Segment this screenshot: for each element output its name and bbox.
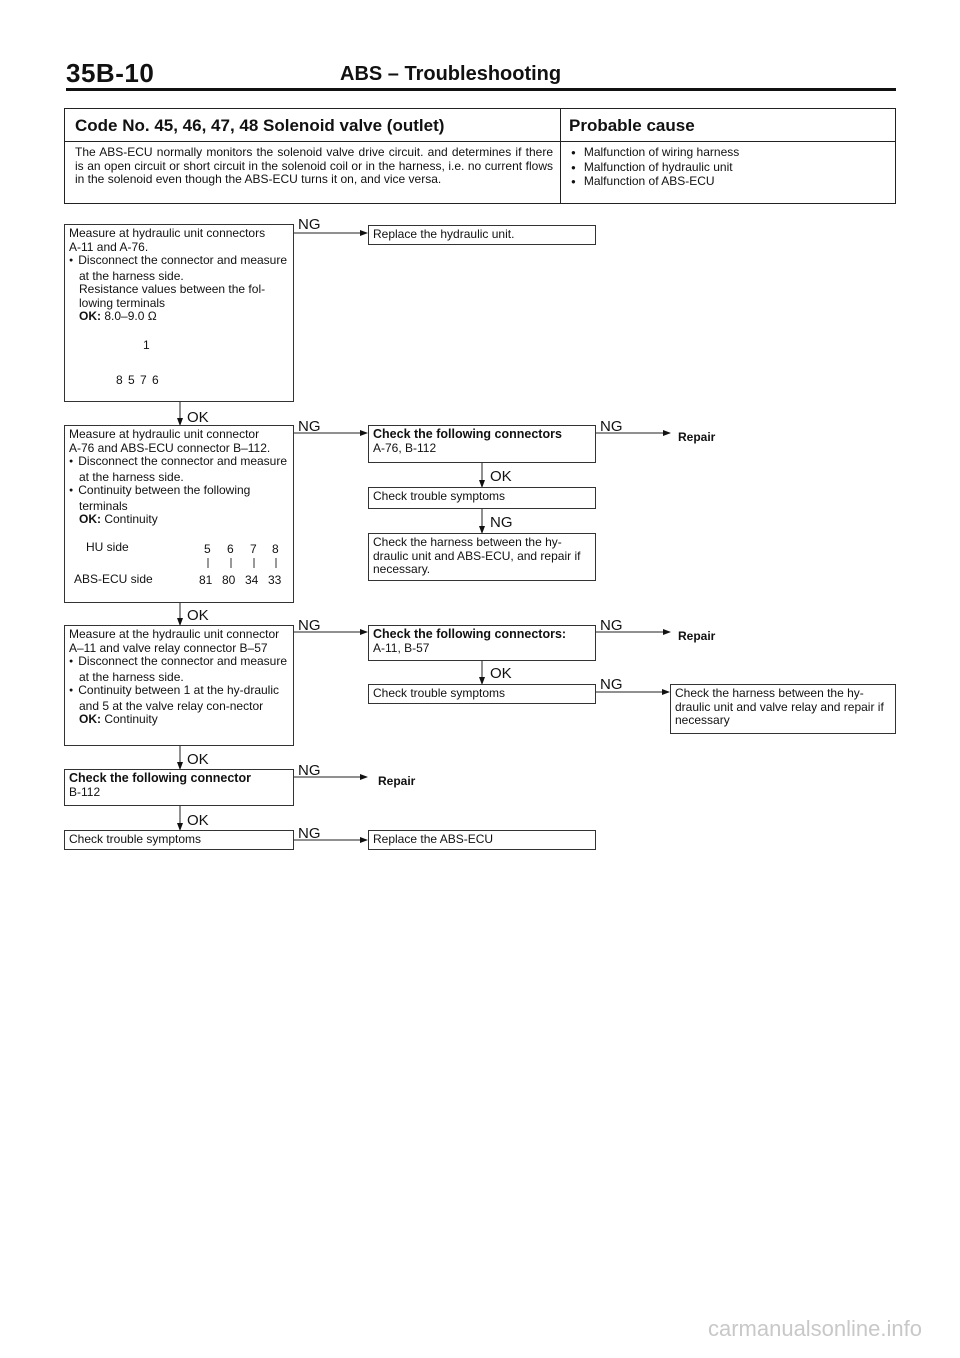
cause-item: ● Malfunction of ABS-ECU bbox=[571, 175, 739, 190]
ng-label: NG bbox=[490, 514, 513, 531]
step3-bullet1: ● Disconnect the connector and measure at the harness side. bbox=[69, 655, 289, 684]
ok-label: OK bbox=[187, 607, 209, 624]
check-connectors-a-title: Check the following connectors bbox=[373, 427, 562, 441]
step5-title: Check trouble symptoms bbox=[69, 832, 202, 846]
ng-label: NG bbox=[298, 762, 321, 779]
step5-check-symptoms-box bbox=[64, 830, 294, 850]
step2-hu-term: 8 bbox=[272, 542, 279, 556]
check-symptoms-a-box bbox=[368, 487, 596, 509]
replace-hydraulic-unit-box bbox=[368, 225, 596, 245]
watermark: carmanualsonline.info bbox=[707, 1316, 922, 1341]
check-connectors-a-sub: A-76, B-112 bbox=[373, 440, 437, 455]
repair-label: Repair bbox=[678, 430, 716, 444]
step2-bullet2: ● Continuity between the following terminals bbox=[69, 484, 289, 513]
step1-line3: Resistance values between the fol-lowing terminals bbox=[79, 282, 266, 310]
step2-ecu-term: 81 bbox=[199, 573, 213, 587]
step2-line2: A-76 and ABS-ECU connector B–112. bbox=[69, 440, 271, 455]
step2-hu-term: 6 bbox=[227, 542, 234, 556]
check-connectors-a-box bbox=[368, 425, 596, 463]
step2-ecu-term: 33 bbox=[268, 573, 282, 587]
step1-bullet: ● Disconnect the connector and measure at the harness side. bbox=[69, 254, 289, 283]
code-title: Code No. 45, 46, 47, 48 Solenoid valve (outlet) bbox=[75, 116, 445, 135]
step4-title: Check the following connector bbox=[69, 771, 251, 785]
ok-label: OK bbox=[490, 468, 512, 485]
ok-label: OK bbox=[187, 751, 209, 768]
step2-bullet1: ● Disconnect the connector and measure at the harness side. bbox=[69, 455, 289, 484]
ok-label: OK bbox=[187, 812, 209, 829]
step4-sub: B-112 bbox=[69, 784, 101, 799]
ng-label: NG bbox=[600, 617, 623, 634]
step2-ecu-term: 80 bbox=[222, 573, 236, 587]
ok-label: OK bbox=[490, 665, 512, 682]
step2-hu-term: 7 bbox=[250, 542, 257, 556]
cause-item: ● Malfunction of wiring harness bbox=[571, 146, 739, 161]
replace-abs-ecu-text: Replace the ABS-ECU bbox=[373, 832, 494, 846]
ng-label: NG bbox=[298, 418, 321, 435]
page-title: ABS – Troubleshooting bbox=[340, 63, 562, 85]
step2-ok-value: Continuity bbox=[104, 512, 158, 526]
step1-line2: A-11 and A-76. bbox=[69, 239, 149, 254]
ng-label: NG bbox=[600, 418, 623, 435]
step2-hu-term: 5 bbox=[204, 542, 211, 556]
step1-terminal-top: 1 bbox=[143, 338, 150, 352]
check-connectors-b-sub: A-11, B-57 bbox=[373, 640, 430, 655]
ng-label: NG bbox=[298, 216, 321, 233]
ng-label: NG bbox=[298, 617, 321, 634]
replace-hydraulic-unit-text: Replace the hydraulic unit. bbox=[373, 227, 515, 241]
code-description: The ABS-ECU normally monitors the solenoid valve drive circuit. and determines if there is an open circuit or short circuit in the solenoid coil or in the harness, i.e. no current flows in the solenoid even though the ABS-ECU turns it on, and vice versa. bbox=[75, 145, 553, 186]
check-connectors-b-box bbox=[368, 625, 596, 661]
probable-cause-title: Probable cause bbox=[569, 116, 695, 135]
step2-hu-label: HU side bbox=[86, 540, 129, 554]
step3-bullet2: ● Continuity between 1 at the hy-draulic and 5 at the valve relay con-nector bbox=[69, 684, 289, 713]
step3-ok-label: OK: bbox=[79, 712, 101, 726]
step2-ecu-term: 34 bbox=[245, 573, 259, 587]
check-harness-a-box bbox=[368, 533, 596, 581]
step3-line1: Measure at the hydraulic unit connector bbox=[69, 627, 280, 641]
check-symptoms-a-text: Check trouble symptoms bbox=[373, 489, 506, 503]
check-connectors-b-title: Check the following connectors: bbox=[373, 627, 567, 641]
step1-ok-value: 8.0–9.0 Ω bbox=[104, 309, 157, 323]
ok-label: OK bbox=[187, 409, 209, 426]
check-symptoms-b-text: Check trouble symptoms bbox=[373, 686, 506, 700]
ng-label: NG bbox=[298, 825, 321, 842]
step1-line1: Measure at hydraulic unit connectors bbox=[69, 226, 266, 240]
check-harness-b-box bbox=[670, 684, 896, 734]
step4-check-connector-box bbox=[64, 769, 294, 806]
step1-terminal-bottom: 8 5 7 6 bbox=[116, 373, 160, 387]
cause-item: ● Malfunction of hydraulic unit bbox=[571, 161, 739, 176]
step3-measure-box bbox=[64, 625, 294, 746]
ng-label: NG bbox=[600, 676, 623, 693]
page-number: 35B-10 bbox=[66, 58, 155, 88]
check-harness-b-text: Check the harness between the hy-draulic unit and valve relay and repair if necessary bbox=[675, 686, 884, 727]
repair-label: Repair bbox=[378, 774, 416, 788]
check-symptoms-b-box bbox=[368, 684, 596, 704]
step2-ecu-label: ABS-ECU side bbox=[74, 572, 153, 586]
step2-ok-label: OK: bbox=[79, 512, 101, 526]
replace-abs-ecu-box bbox=[368, 830, 596, 850]
check-harness-a-text: Check the harness between the hy-draulic unit and ABS-ECU, and repair if necessary. bbox=[373, 535, 581, 576]
step1-ok-label: OK: bbox=[79, 309, 101, 323]
repair-label: Repair bbox=[678, 629, 716, 643]
step2-line1: Measure at hydraulic unit connector bbox=[69, 427, 260, 441]
step3-ok-value: Continuity bbox=[104, 712, 158, 726]
step3-line2: A–11 and valve relay connector B–57 bbox=[69, 640, 268, 655]
